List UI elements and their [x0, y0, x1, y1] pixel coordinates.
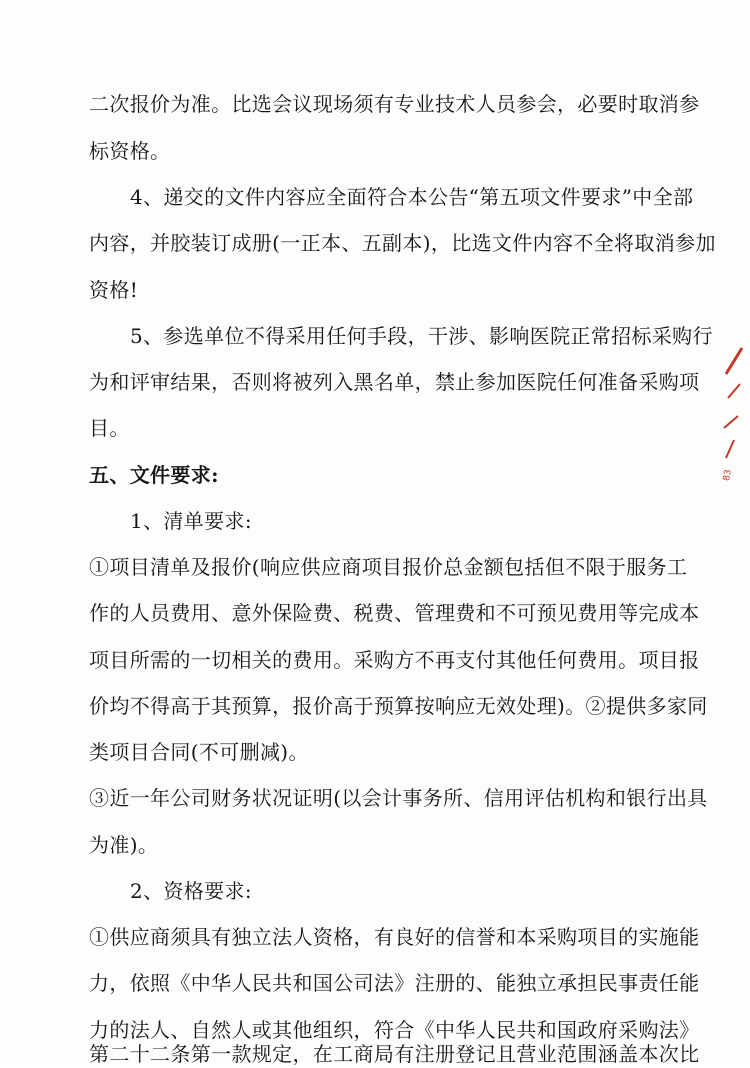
- text-line: 类项目合同(不可删减)。: [89, 740, 309, 764]
- text-line: 4、递交的文件内容应全面符合本公告“第五项文件要求”中全部: [130, 185, 694, 209]
- text-line: ①供应商须具有独立法人资格，有良好的信誉和本采购项目的实施能: [89, 925, 700, 949]
- text-line: 项目所需的一切相关的费用。采购方不再支付其他任何费用。项目报: [89, 648, 700, 672]
- text-line: ①项目清单及报价(响应供应商项目报价总金额包括但不限于服务工: [89, 555, 688, 579]
- text-line: 内容，并胶装订成册(一正本、五副本)，比选文件内容不全将取消参加: [89, 231, 716, 255]
- text-line: 目。: [89, 416, 130, 440]
- text-line: 标资格。: [89, 139, 171, 163]
- subsection-heading: 1、清单要求:: [130, 509, 252, 533]
- text-line: 5、参选单位不得采用任何手段，干涉、影响医院正常招标采购行: [130, 324, 713, 348]
- text-line: 二次报价为准。比选会议现场须有专业技术人员参会，必要时取消参: [89, 92, 700, 116]
- text-line: 力的法人、自然人或其他组织，符合《中华人民共和国政府采购法》: [89, 1018, 700, 1042]
- text-line: 价均不得高于其预算，报价高于预算按响应无效处理)。②提供多家同: [89, 694, 708, 718]
- text-line: 为和评审结果，否则将被列入黑名单，禁止参加医院任何准备采购项: [89, 370, 700, 394]
- text-line: 力，依照《中华人民共和国公司法》注册的、能独立承担民事责任能: [89, 971, 700, 995]
- seal-number: 83: [722, 468, 734, 482]
- text-line: 作的人员费用、意外保险费、税费、管理费和不可预见费用等完成本: [89, 601, 700, 625]
- text-line: 为准)。: [89, 833, 159, 857]
- section-heading: 五、文件要求:: [89, 463, 219, 487]
- subsection-heading: 2、资格要求:: [130, 879, 252, 903]
- text-line: 第二十二条第一款规定，在工商局有注册登记且营业范围涵盖本次比: [89, 1042, 700, 1066]
- text-line: ③近一年公司财务状况证明(以会计事务所、信用评估机构和银行出具: [89, 786, 708, 810]
- text-line: 资格!: [89, 278, 139, 302]
